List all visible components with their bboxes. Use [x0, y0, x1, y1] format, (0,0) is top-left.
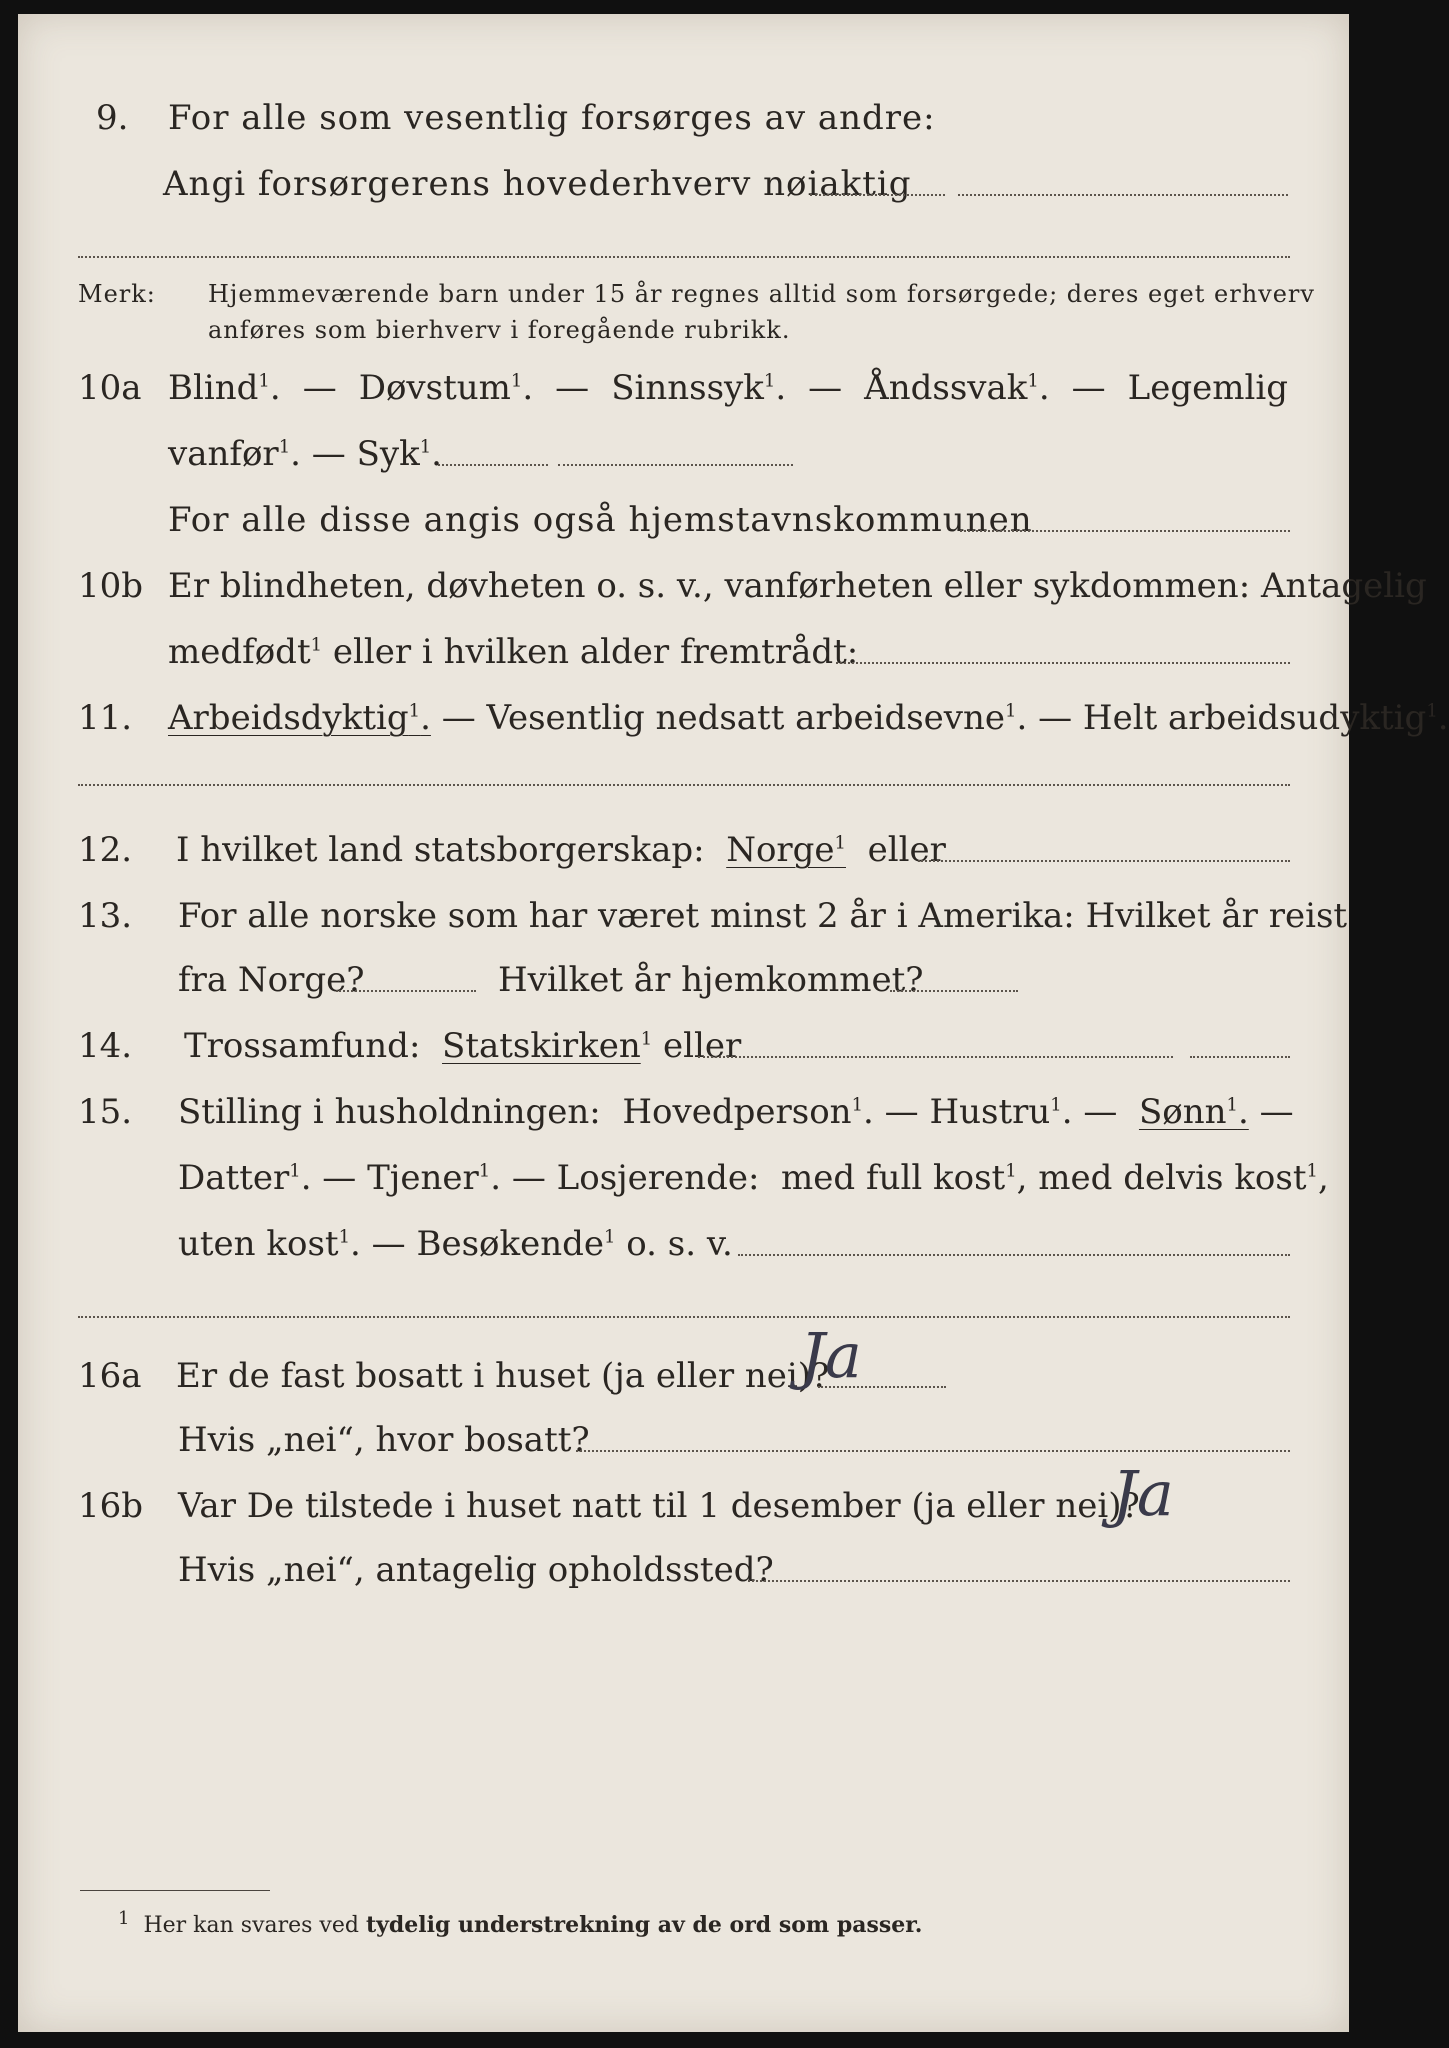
q16a-bosatt-line [576, 1450, 1290, 1452]
q16b-opholdssted-line [748, 1580, 1290, 1582]
merk-line1: Hjemmeværende barn under 15 år regnes alltid som forsørgede; deres eget erhverv [208, 280, 1315, 308]
q10b-answer-line [836, 662, 1290, 664]
q11-number: 11. [78, 698, 133, 738]
separator-1 [78, 256, 1290, 258]
q10a-syk-line-b [558, 464, 793, 466]
q16b-line2: Hvis „nei“, antagelig opholdssted? [178, 1550, 774, 1590]
q16a-answer-line [818, 1386, 946, 1388]
q12-answer-line [918, 860, 1290, 862]
q16a-number: 16a [78, 1356, 142, 1396]
q10a-line2: vanfør$^1$. — Syk$^1$. [168, 434, 442, 474]
q15-sonn-underlined: Sønn$^1$. [1138, 1092, 1249, 1132]
q11-line: Arbeidsdyktig$^1$. — Vesentlig nedsatt arbeidsevne$^1$. — Helt arbeidsudyktig$^1$. [168, 698, 1449, 738]
q14-statskirken-underlined: Statskirken [442, 1026, 641, 1066]
q14-line: Trossamfund: Statskirken$^1$ eller [184, 1026, 742, 1066]
q13-reist-line [336, 990, 476, 992]
q10b-number: 10b [78, 566, 144, 606]
q9-number: 9. [96, 98, 129, 138]
q14-answer-line-b [1190, 1056, 1290, 1058]
q12-number: 12. [78, 830, 133, 870]
q10a-number: 10a [78, 368, 142, 408]
separator-3 [78, 1316, 1290, 1318]
q15-line2: Datter$^1$. — Tjener$^1$. — Losjerende: med full kost$^1$, med delvis kost$^1$, [178, 1158, 1329, 1198]
q16a-handwritten-answer: Ja [800, 1319, 862, 1392]
q10a-syk-line-a [438, 464, 548, 466]
q16a-line2: Hvis „nei“, hvor bosatt? [178, 1420, 590, 1460]
q10a-andssvak: Åndssvak$^1$. [864, 368, 1050, 408]
q12-norge-underlined: Norge$^1$ [726, 830, 846, 870]
q9-answer-line-a [810, 194, 945, 196]
q14-number: 14. [78, 1026, 133, 1066]
separator-2 [78, 784, 1290, 786]
q15-answer-line [738, 1254, 1290, 1256]
q13-fra-norge: fra Norge? [178, 960, 365, 1000]
q10a-line1: Blind$^1$. — Døvstum$^1$. — Sinnssyk$^1$. — Åndssvak$^1$. — Legemlig [168, 368, 1288, 408]
q16a-line1: Er de fast bosatt i huset (ja eller nei)? [176, 1356, 830, 1396]
footnote-rule [80, 1890, 270, 1891]
merk-label: Merk: [78, 280, 156, 308]
q15-line3: uten kost$^1$. — Besøkende$^1$ o. s. v. [178, 1224, 733, 1264]
q13-line1: For alle norske som har været minst 2 år i Amerika: Hvilket år reist [178, 896, 1348, 936]
q10b-line1: Er blindheten, døvheten o. s. v., vanførheten eller sykdommen: Antagelig [168, 566, 1427, 606]
q15-number: 15. [78, 1092, 133, 1132]
q10a-blind: Blind$^1$. [168, 368, 281, 408]
q10b-line2: medfødt$^1$ eller i hvilken alder fremtrådt: [168, 632, 859, 672]
q13-hjemkommet-line [890, 990, 1018, 992]
merk-line2: anføres som bierhverv i foregående rubrikk. [208, 316, 791, 344]
q11-arbeidsdyktig-underlined: Arbeidsdyktig$^1$. [168, 698, 431, 738]
q16b-number: 16b [78, 1486, 144, 1526]
q9-line1: For alle som vesentlig forsørges av andre: [168, 98, 936, 138]
q15-line1: Stilling i husholdningen: Hovedperson$^1$. — Hustru$^1$. — Sønn$^1$. — [178, 1092, 1294, 1132]
q10a-sinnssyk: Sinnssyk$^1$. [611, 368, 787, 408]
q10a-legemlig: Legemlig [1127, 368, 1288, 408]
q10a-kommune-line [960, 530, 1290, 532]
q9-line2: Angi forsørgerens hovederhverv nøiaktig [163, 164, 912, 204]
q13-number: 13. [78, 896, 133, 936]
q14-answer-line-a [698, 1056, 1173, 1058]
q16b-handwritten-answer: Ja [1112, 1457, 1174, 1530]
q12-line: I hvilket land statsborgerskap: Norge$^1$ eller [176, 830, 946, 870]
q13-hjemkommet: Hvilket år hjemkommet? [498, 960, 924, 1000]
q10a-dovstum: Døvstum$^1$. [358, 368, 534, 408]
census-form-page [18, 14, 1449, 2032]
q16b-line1: Var De tilstede i huset natt til 1 desember (ja eller nei)? [178, 1486, 1140, 1526]
footnote: $^1$ Her kan svares ved tydelig understrekning av de ord som passer. [118, 1907, 923, 1938]
q9-answer-line-b [958, 194, 1288, 196]
q10a-line3: For alle disse angis også hjemstavnskommunen [168, 500, 1033, 540]
